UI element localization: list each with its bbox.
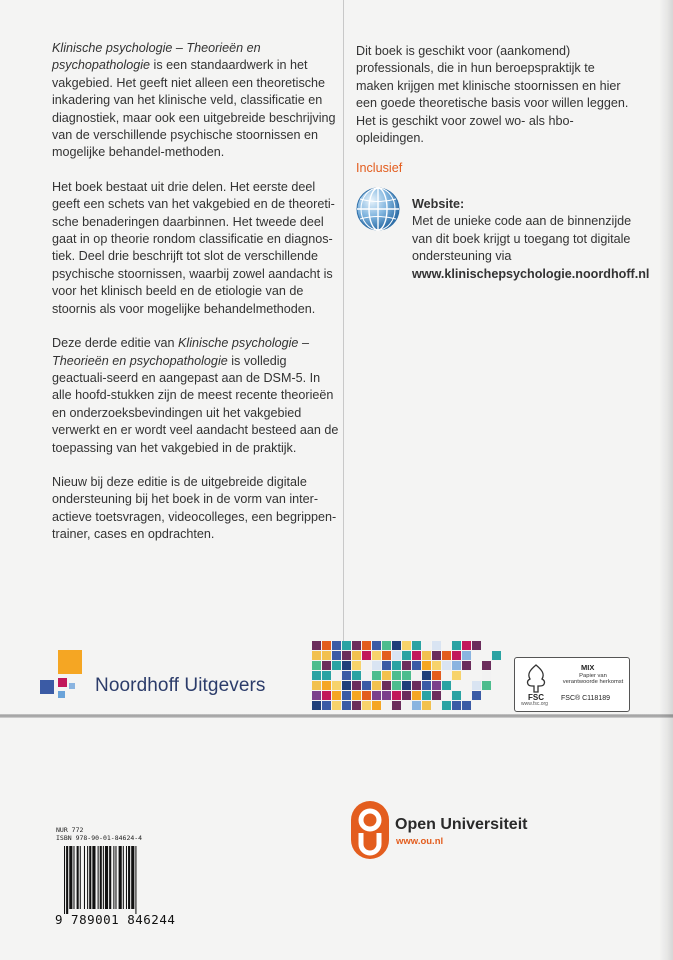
mosaic-tile: [402, 671, 411, 680]
mosaic-tile: [322, 661, 331, 670]
mosaic-tile: [492, 651, 501, 660]
fsc-tree-icon: [521, 662, 551, 702]
mosaic-tile: [322, 691, 331, 700]
mosaic-tile: [442, 661, 451, 670]
mosaic-tile: [402, 641, 411, 650]
website-info: [412, 196, 652, 283]
mosaic-tile: [442, 651, 451, 660]
mosaic-tile: [352, 691, 361, 700]
mosaic-tile: [382, 671, 391, 680]
globe-icon: [355, 186, 401, 232]
mosaic-tile: [452, 691, 461, 700]
mosaic-tile: [432, 681, 441, 690]
mosaic-tile: [452, 651, 461, 660]
barcode-bar: [123, 846, 124, 909]
mosaic-tile: [322, 651, 331, 660]
color-mosaic-graphic: [312, 640, 502, 712]
mosaic-tile: [422, 671, 431, 680]
mosaic-tile: [342, 651, 351, 660]
barcode-bar: [126, 846, 127, 909]
mosaic-tile: [432, 671, 441, 680]
mosaic-tile: [322, 671, 331, 680]
mosaic-tile: [372, 701, 381, 710]
barcode-bar: [103, 846, 104, 909]
mosaic-tile: [362, 651, 371, 660]
mosaic-tile: [322, 681, 331, 690]
description-paragraph-2: Het boek bestaat uit drie delen. Het eerste deel geeft een schets van het vakgebied en de theoreti-sche benaderingen daarbinnen. Het tweede deel gaat in op theorie rondom classificatie en diagnos-tiek. Deel drie beschrijft tot slot de verschillende psychische stoornissen, waarbij zowel aandacht is voor het klinisch beeld en de etiologie van de stoornis als voor mogelijke behandelmethoden.: [52, 179, 335, 316]
description-text-3a: Deze derde editie van: [52, 336, 179, 351]
mosaic-tile: [462, 661, 471, 670]
mosaic-tile: [312, 701, 321, 710]
mosaic-tile: [412, 671, 421, 680]
barcode-bar: [119, 846, 122, 909]
barcode-bar: [115, 846, 116, 909]
column-divider: [343, 0, 344, 650]
barcode-bar: [80, 846, 81, 909]
mosaic-tile: [412, 681, 421, 690]
mosaic-tile: [322, 641, 331, 650]
mosaic-tile: [442, 681, 451, 690]
mosaic-tile: [372, 671, 381, 680]
mosaic-tile: [312, 661, 321, 670]
mosaic-tile: [382, 661, 391, 670]
noordhoff-logo-icon: [40, 650, 92, 702]
barcode-bar: [89, 846, 91, 909]
mosaic-tile: [412, 661, 421, 670]
mosaic-tile: [392, 661, 401, 670]
barcode-bar: [109, 846, 111, 909]
mosaic-tile: [312, 671, 321, 680]
mosaic-tile: [482, 681, 491, 690]
mosaic-tile: [452, 671, 461, 680]
mosaic-tile: [412, 651, 421, 660]
mosaic-tile: [482, 671, 491, 680]
barcode-bar: [87, 846, 88, 909]
mosaic-tile: [432, 691, 441, 700]
mosaic-tile: [352, 641, 361, 650]
mosaic-tile: [352, 701, 361, 710]
barcode-bar: [105, 846, 108, 909]
mosaic-tile: [332, 661, 341, 670]
mosaic-tile: [322, 701, 331, 710]
mosaic-tile: [402, 661, 411, 670]
mosaic-tile: [362, 661, 371, 670]
description-paragraph-3: [52, 335, 342, 457]
mosaic-tile: [352, 661, 361, 670]
mosaic-tile: [392, 641, 401, 650]
mosaic-tile: [332, 691, 341, 700]
mosaic-tile: [372, 691, 381, 700]
mosaic-tile: [352, 671, 361, 680]
mosaic-tile: [422, 641, 431, 650]
open-universiteit-url[interactable]: www.ou.nl: [396, 836, 444, 847]
barcode-bar: [98, 846, 99, 909]
mosaic-tile: [312, 681, 321, 690]
description-paragraph-4: Nieuw bij deze editie is de uitgebreide digitale ondersteuning bij het boek in de vorm van inter-actieve toetsvragen, videocolleges, een begrippen-trainer, cases en opdrachten.: [52, 474, 337, 542]
barcode-bar: [69, 846, 72, 909]
mosaic-tile: [392, 691, 401, 700]
barcode-bar: [113, 846, 114, 909]
mosaic-tile: [332, 681, 341, 690]
barcode-bar: [66, 846, 68, 914]
mosaic-tile: [332, 651, 341, 660]
mosaic-tile: [432, 641, 441, 650]
mosaic-tile: [392, 681, 401, 690]
mosaic-tile: [462, 641, 471, 650]
mosaic-tile: [482, 661, 491, 670]
mosaic-tile: [352, 681, 361, 690]
mosaic-tile: [372, 661, 381, 670]
barcode-graphic: [64, 846, 164, 914]
publisher-name: Noordhoff Uitgevers: [95, 675, 266, 696]
mosaic-tile: [382, 651, 391, 660]
mosaic-tile: [372, 641, 381, 650]
website-title: Website:: [412, 197, 465, 211]
mosaic-tile: [382, 701, 391, 710]
mosaic-tile: [402, 651, 411, 660]
mosaic-tile: [362, 681, 371, 690]
mosaic-tile: [462, 651, 471, 660]
fsc-code: FSC® C118189: [561, 695, 610, 702]
mosaic-tile: [422, 681, 431, 690]
book-title-italic: Klinische psychologie – Theorieën en psychopathologie: [52, 41, 261, 73]
mosaic-tile: [342, 681, 351, 690]
mosaic-tile: [332, 671, 341, 680]
website-text: Met de unieke code aan de binnenzijde van dit boek krijgt u toegang tot digitale ondersteuning via: [412, 214, 632, 264]
mosaic-tile: [412, 701, 421, 710]
mosaic-tile: [412, 641, 421, 650]
fsc-description: Papier van verantwoorde herkomst: [562, 673, 624, 686]
mosaic-tile: [452, 641, 461, 650]
barcode-digits: 9 789001 846244: [55, 912, 176, 927]
barcode-bar: [64, 846, 65, 914]
mosaic-tile: [372, 651, 381, 660]
mosaic-tile: [382, 641, 391, 650]
mosaic-tile: [412, 691, 421, 700]
mosaic-tile: [472, 681, 481, 690]
description-paragraph-1: [52, 40, 342, 162]
mosaic-tile: [342, 671, 351, 680]
book-title-italic-2: Klinische psychologie – Theorieën en psychopathologie: [52, 336, 309, 368]
mosaic-tile: [402, 681, 411, 690]
mosaic-tile: [392, 701, 401, 710]
mosaic-tile: [362, 691, 371, 700]
mosaic-tile: [452, 661, 461, 670]
mosaic-tile: [362, 641, 371, 650]
mosaic-tile: [332, 701, 341, 710]
mosaic-tile: [422, 661, 431, 670]
mosaic-tile: [372, 681, 381, 690]
description-text-1: is een standaardwerk in het vakgebied. Het geeft niet alleen een theoretische inkadering van het klinische veld, classificatie en diagnostiek, maar ook een uitgebreide beschrijving van de verschillende psychische stoornissen en mogelijke behandel-methoden.: [52, 58, 336, 160]
website-url[interactable]: www.klinischepsychologie.noordhoff.nl: [412, 266, 650, 281]
mosaic-tile: [342, 701, 351, 710]
barcode-bar: [92, 846, 95, 909]
barcode-bar: [131, 846, 134, 909]
mosaic-tile: [422, 691, 431, 700]
mosaic-tile: [342, 661, 351, 670]
mosaic-tile: [342, 691, 351, 700]
description-text-3b: is volledig geactuali-seerd en aangepast aan de DSM-5. In alle hoofd-stukken zijn de meest recente theorieën en onderzoeksbevindingen uit het vakgebied verwerkt en er wordt veel aandacht besteed aan de toepassing van het vakgebied in de praktijk.: [52, 353, 339, 455]
mosaic-tile: [432, 661, 441, 670]
mosaic-tile: [472, 691, 481, 700]
mosaic-tile: [392, 671, 401, 680]
barcode-bar: [73, 846, 74, 909]
mosaic-tile: [352, 651, 361, 660]
mosaic-tile: [362, 671, 371, 680]
mosaic-tile: [332, 641, 341, 650]
fsc-website: www.fsc.org: [521, 701, 548, 707]
inclusief-heading: Inclusief: [356, 161, 403, 175]
barcode-bar: [135, 846, 136, 914]
isbn-number: ISBN 978-90-01-84624-4: [56, 834, 143, 842]
mosaic-tile: [402, 691, 411, 700]
mosaic-tile: [402, 701, 411, 710]
mosaic-tile: [452, 701, 461, 710]
fsc-label: [514, 657, 630, 712]
spine-shadow: [659, 0, 673, 960]
mosaic-tile: [312, 691, 321, 700]
mosaic-tile: [432, 651, 441, 660]
mosaic-tile: [422, 651, 431, 660]
mosaic-tile: [422, 701, 431, 710]
mosaic-tile: [432, 701, 441, 710]
audience-column: [356, 43, 636, 164]
barcode-bar: [100, 846, 102, 909]
audience-paragraph: Dit boek is geschikt voor (aankomend) professionals, die in hun beroepspraktijk te maken krijgen met klinische stoornissen en hier een goede theoretische basis voor willen leggen. Het is geschikt voor zowel wo- als hbo-opleidingen.: [356, 44, 629, 146]
mosaic-tile: [462, 701, 471, 710]
open-universiteit-logo-icon: [350, 800, 390, 860]
nur-code: NUR 772: [56, 826, 84, 834]
fsc-logo-text: FSC: [528, 693, 544, 702]
mosaic-tile: [382, 691, 391, 700]
barcode-bar: [128, 846, 130, 909]
open-universiteit-name: Open Universiteit: [395, 816, 528, 833]
mosaic-tile: [342, 641, 351, 650]
description-column: [52, 40, 342, 561]
fsc-mix: MIX: [581, 663, 595, 672]
mosaic-tile: [382, 681, 391, 690]
cover-hinge: [0, 714, 673, 718]
mosaic-tile: [472, 641, 481, 650]
barcode-bar: [84, 846, 85, 909]
barcode-bar: [77, 846, 79, 909]
mosaic-tile: [442, 701, 451, 710]
mosaic-tile: [362, 701, 371, 710]
mosaic-tile: [312, 641, 321, 650]
mosaic-tile: [392, 651, 401, 660]
mosaic-tile: [312, 651, 321, 660]
